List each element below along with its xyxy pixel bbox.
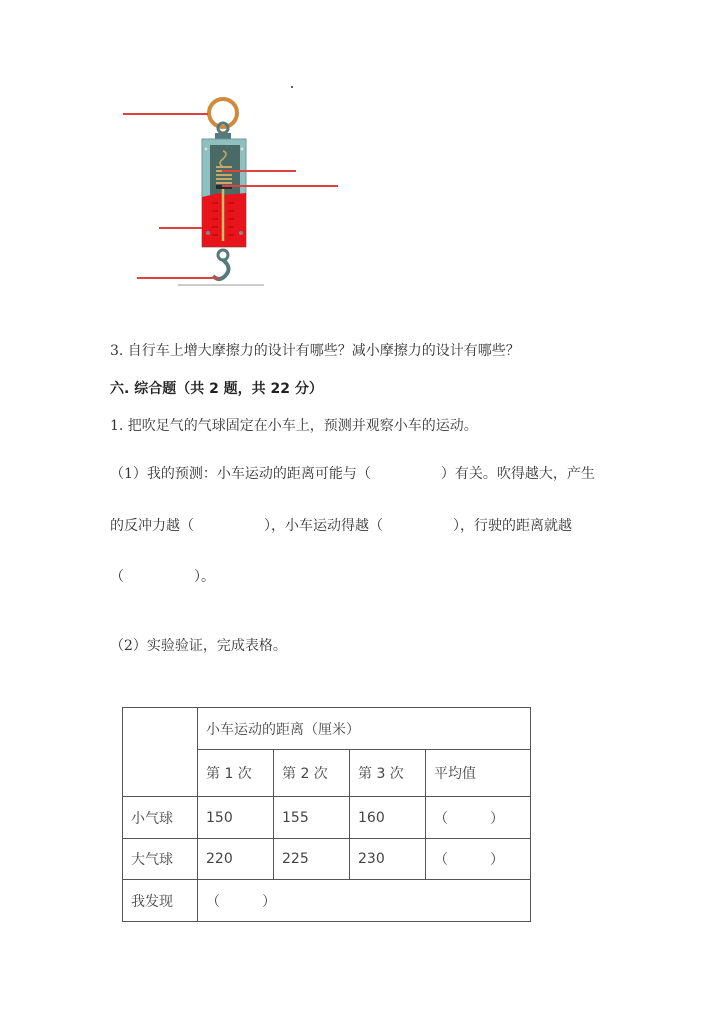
table-row [123,839,531,880]
finding-blank[interactable]: （ ） [198,880,531,922]
average-blank[interactable]: （ ） [426,797,531,839]
label-line-hook [137,277,220,279]
table-row [123,797,531,839]
question-1-part2: （2）实验验证，完成表格。 [110,638,287,654]
spring-scale-icon [120,85,360,295]
cell: 155 [274,797,350,839]
question-3: 3. 自行车上增大摩擦力的设计有哪些？减小摩擦力的设计有哪些？ [110,343,520,359]
question-1-stem: 1. 把吹足气的气球固定在小车上，预测并观察小车的运动。 [110,418,478,434]
question-1-part1-line2: 的反冲力越（ ），小车运动得越（ ），行驶的距离就越 [110,518,572,534]
spring-scale-figure [120,85,360,295]
table-row [123,880,531,922]
row-label: 小气球 [123,797,198,839]
row-label: 大气球 [123,839,198,880]
cell: 150 [198,797,274,839]
col-header: 第 1 次 [198,750,274,797]
empty-corner-cell [123,708,198,797]
label-line-ring [123,113,208,115]
question-1-part1-line1: （1）我的预测：小车运动的距离可能与（ ）有关。吹得越大，产生 [110,466,595,482]
experiment-table [122,707,531,922]
col-header: 平均值 [426,750,531,797]
average-blank[interactable]: （ ） [426,839,531,880]
row-label: 我发现 [123,880,198,922]
cell: 220 [198,839,274,880]
cell: 230 [350,839,426,880]
section-title: 六. 综合题（共 2 题，共 22 分） [110,381,323,397]
label-line-pointer [222,185,338,187]
col-header: 第 2 次 [274,750,350,797]
question-1-part1-line3: （ ）。 [110,569,215,585]
label-line-scale [159,227,202,229]
col-header: 第 3 次 [350,750,426,797]
label-line-spring [222,170,296,172]
cell: 225 [274,839,350,880]
cell: 160 [350,797,426,839]
header-group: 小车运动的距离（厘米） [198,708,531,750]
